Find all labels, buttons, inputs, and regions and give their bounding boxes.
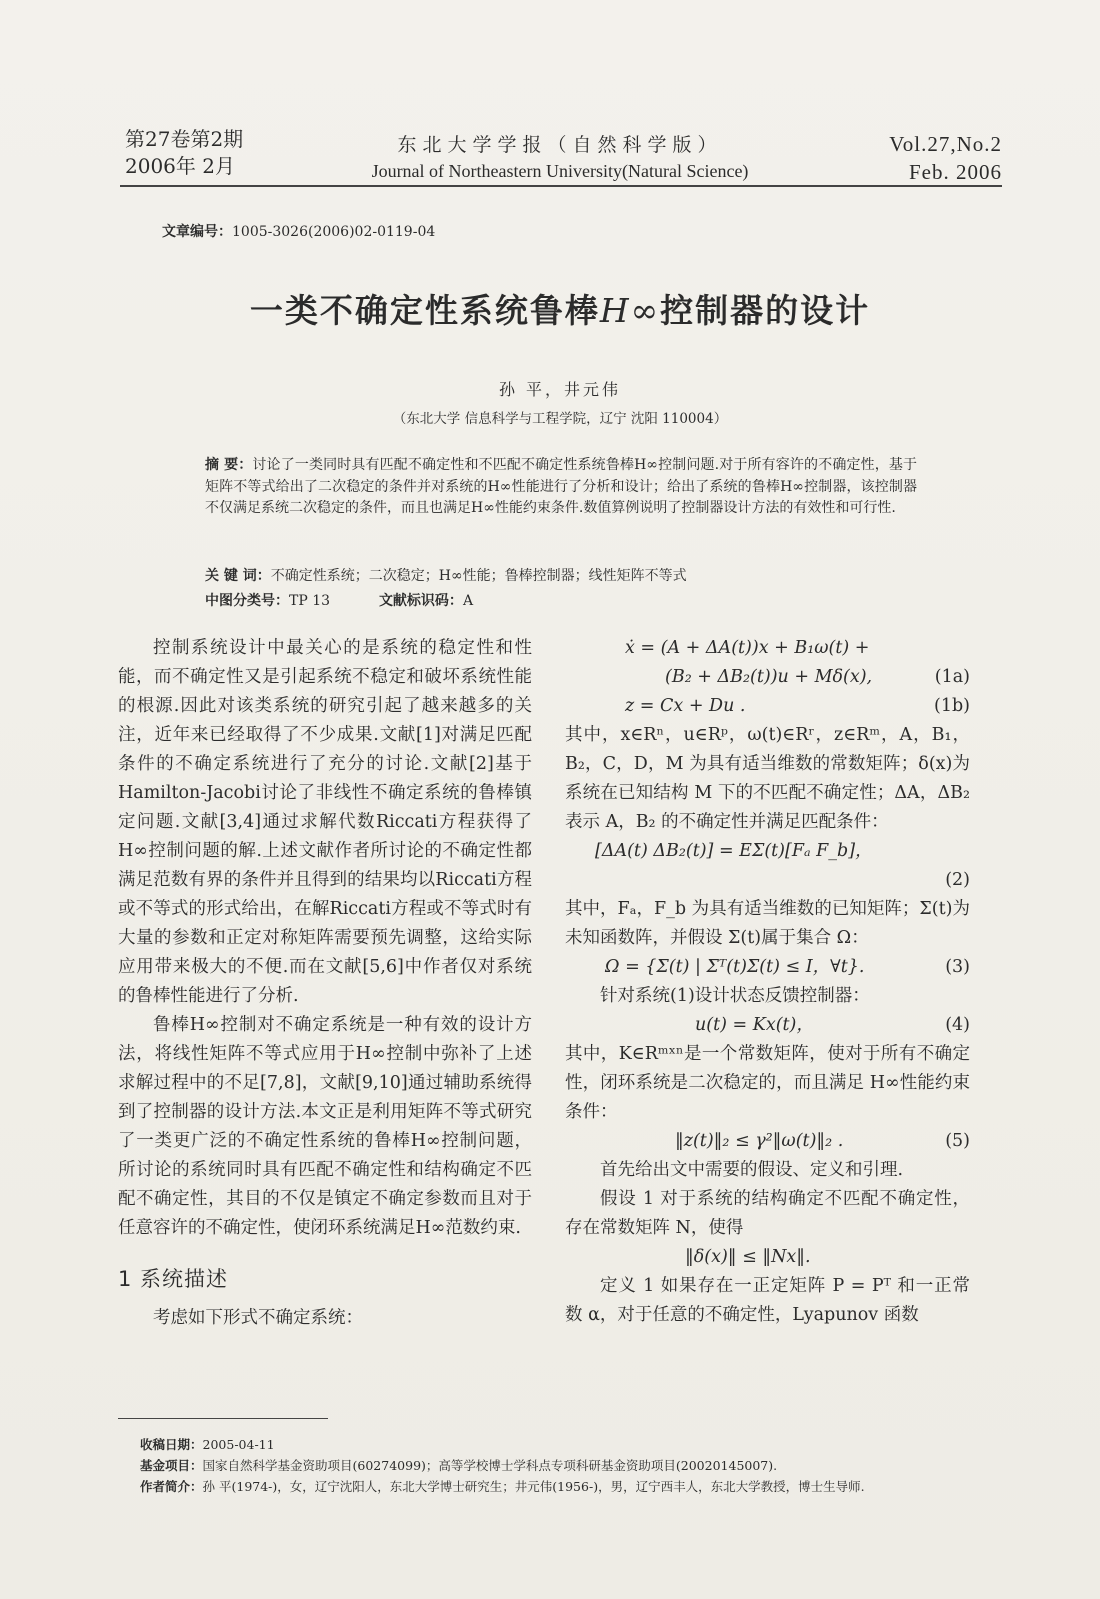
issue-info <box>125 126 243 180</box>
volume-en: Vol.27,No.2 <box>889 132 1002 156</box>
definition-1: 定义 1 如果存在一正定矩阵 P = Pᵀ 和一正常数 α，对于任意的不确定性，Lyapunov 函数 <box>565 1276 970 1325</box>
abstract <box>205 455 917 520</box>
header-rule <box>120 185 1002 187</box>
keywords <box>205 565 917 585</box>
equation-1b-body: z = Cx + Du . <box>625 696 746 716</box>
article-number-value: 1005-3026(2006)02-0119-04 <box>232 224 436 240</box>
equation-1a-line1: ẋ = (A + ΔA(t))x + B₁ω(t) + <box>625 638 870 658</box>
journal-name <box>330 130 790 182</box>
journal-name-en: Journal of Northeastern University(Natural Science) <box>371 161 749 181</box>
equation-1a-number: (1a) <box>934 667 970 687</box>
equation-2-body: [ΔA(t) ΔB₂(t)] = EΣ(t)[Fₐ F_b]， <box>595 841 873 861</box>
system-description: 其中，x∈Rⁿ，u∈Rᵖ，ω(t)∈Rʳ，z∈Rᵐ，A，B₁，B₂，C，D，M 为具有适当维数的常数矩阵；δ(x)为系统在已知结构 M 下的不匹配不确定性；ΔA，ΔB₂ 表示 A，B₂ 的不确定性并满足匹配条件： <box>565 725 970 832</box>
affiliation: （东北大学 信息科学与工程学院，辽宁 沈阳 110004） <box>392 411 728 427</box>
title-hinf: H∞ <box>599 291 661 330</box>
equation-2-number-row <box>565 866 970 895</box>
equation-1a-line2: (B₂ + ΔB₂(t))u + Mδ(x), <box>665 667 873 687</box>
controller-description: 其中，K∈Rᵐˣⁿ是一个常数矩阵，使对于所有不确定性，闭环系统是二次稳定的，而且满足 H∞性能约束条件： <box>565 1044 970 1122</box>
footnote <box>140 1434 1000 1497</box>
equation-2-number: (2) <box>945 870 970 890</box>
authors: 孙 平，井元伟 <box>498 380 622 399</box>
classification <box>205 590 473 610</box>
footnote-rule <box>118 1418 328 1419</box>
equation-3-body: Ω = {Σ(t) | Σᵀ(t)Σ(t) ≤ I，∀t}. <box>605 957 865 977</box>
class-value: TP 13 <box>289 593 331 609</box>
equation-1a <box>565 634 970 663</box>
title-suffix: 控制器的设计 <box>660 291 871 330</box>
equation-5 <box>565 1127 970 1156</box>
article-number <box>162 221 435 241</box>
section-paragraph: 考虑如下形式不确定系统： <box>153 1308 363 1328</box>
controller-intro: 针对系统(1)设计状态反馈控制器： <box>600 986 870 1006</box>
fund-info <box>140 1455 1000 1476</box>
equation-1b <box>565 692 970 721</box>
volume-issue: 第27卷第2期 <box>125 127 244 151</box>
issue-info-en <box>830 130 1002 186</box>
doc-code-label: 文献标识码： <box>378 593 463 609</box>
received-date <box>140 1434 1000 1455</box>
bio-label: 作者简介： <box>140 1479 203 1494</box>
doc-code-value: A <box>462 593 474 609</box>
bio-value: 孙 平(1974-)，女，辽宁沈阳人，东北大学博士研究生；井元伟(1956-)，男，辽宁西丰人，东北大学教授，博士生导师. <box>202 1479 865 1494</box>
keywords-label: 关 键 词： <box>205 568 271 584</box>
assumption-intro: 首先给出文中需要的假设、定义和引理. <box>600 1160 904 1180</box>
equation-assumption-body: ‖δ(x)‖ ≤ ‖Nx‖. <box>685 1247 811 1267</box>
article-number-label: 文章编号： <box>162 224 232 240</box>
equation-5-body: ‖z(t)‖₂ ≤ γ²‖ω(t)‖₂ . <box>675 1131 844 1151</box>
abstract-text: 讨论了一类同时具有匹配不确定性和不匹配不确定性系统鲁棒H∞控制问题.对于所有容许的不确定性，基于矩阵不等式给出了二次稳定的条件并对系统的H∞性能进行了分析和设计；给出了系统的鲁棒H∞控制器，该控制器不仅满足系统二次稳定的条件，而且也满足H∞性能约束条件.数值算例说明了控制器设计方法的有效性和可行性. <box>205 457 917 516</box>
issue-date: 2006年 2月 <box>125 154 235 178</box>
equation-1a-cont <box>565 663 970 692</box>
keywords-text: 不确定性系统；二次稳定；H∞性能；鲁棒控制器；线性矩阵不等式 <box>270 568 687 584</box>
left-column <box>118 634 532 1333</box>
date-en: Feb. 2006 <box>909 160 1002 184</box>
class-label: 中图分类号： <box>205 593 289 609</box>
equation-4 <box>565 1011 970 1040</box>
received-value: 2005-04-11 <box>202 1437 275 1452</box>
intro-paragraph-2: 鲁棒H∞控制对不确定系统是一种有效的设计方法，将线性矩阵不等式应用于H∞控制中弥补了上述求解过程中的不足[7,8]，文献[9,10]通过辅助系统得到了控制器的设计方法.本文正是利用矩阵不等式研究了一类更广泛的不确定性系统的鲁棒H∞控制问题，所讨论的系统同时具有匹配不确定性和结构确定不匹配不确定性，其目的不仅是镇定不确定参数而且对于任意容许的不确定性，使闭环系统满足H∞范数约束. <box>118 1015 532 1238</box>
fund-value: 国家自然科学基金资助项目(60274099)；高等学校博士学科点专项科研基金资助项目(20020145007). <box>202 1458 778 1473</box>
journal-name-cn: 东北大学学报（自然科学版） <box>397 134 723 156</box>
equation-3 <box>565 953 970 982</box>
received-label: 收稿日期： <box>140 1437 203 1452</box>
equation-4-number: (4) <box>945 1015 970 1035</box>
equation-5-number: (5) <box>945 1131 970 1151</box>
equation-assumption <box>565 1243 970 1272</box>
right-column <box>565 634 970 1330</box>
title-prefix: 一类不确定性系统鲁棒 <box>249 291 600 330</box>
author-bio <box>140 1476 1000 1497</box>
equation-2 <box>565 837 970 866</box>
section-heading: 1 系统描述 <box>118 1267 229 1291</box>
intro-paragraph-1: 控制系统设计中最关心的是系统的稳定性和性能，而不确定性又是引起系统不稳定和破坏系统性能的根源.因此对该类系统的研究引起了越来越多的关注，近年来已经取得了不少成果.文献[1]对满足匹配条件的不确定系统进行了充分的讨论.文献[2]基于Hamilton-Jacobi讨论了非线性不确定系统的鲁棒镇定问题.文献[3,4]通过求解代数Riccati方程获得了H∞控制问题的解.上述文献作者所讨论的不确定性都满足范数有界的条件并且得到的结果均以Riccati方程或不等式的形式给出，在解Riccati方程或不等式时有大量的参数和正定对称矩阵需要预先调整，这给实际应用带来极大的不便.而在文献[5,6]中作者仅对系统的鲁棒性能进行了分析. <box>118 638 532 1006</box>
paper-title <box>120 285 1000 332</box>
fund-label: 基金项目： <box>140 1458 203 1473</box>
matrix-description: 其中，Fₐ，F_b 为具有适当维数的已知矩阵；Σ(t)为未知函数阵，并假设 Σ(t)属于集合 Ω： <box>565 899 970 948</box>
abstract-label: 摘 要： <box>205 457 253 473</box>
equation-4-body: u(t) = Kx(t)， <box>695 1015 814 1035</box>
equation-3-number: (3) <box>945 957 970 977</box>
equation-1b-number: (1b) <box>934 696 970 716</box>
assumption-1: 假设 1 对于系统的结构确定不匹配不确定性，存在常数矩阵 N，使得 <box>565 1189 970 1238</box>
